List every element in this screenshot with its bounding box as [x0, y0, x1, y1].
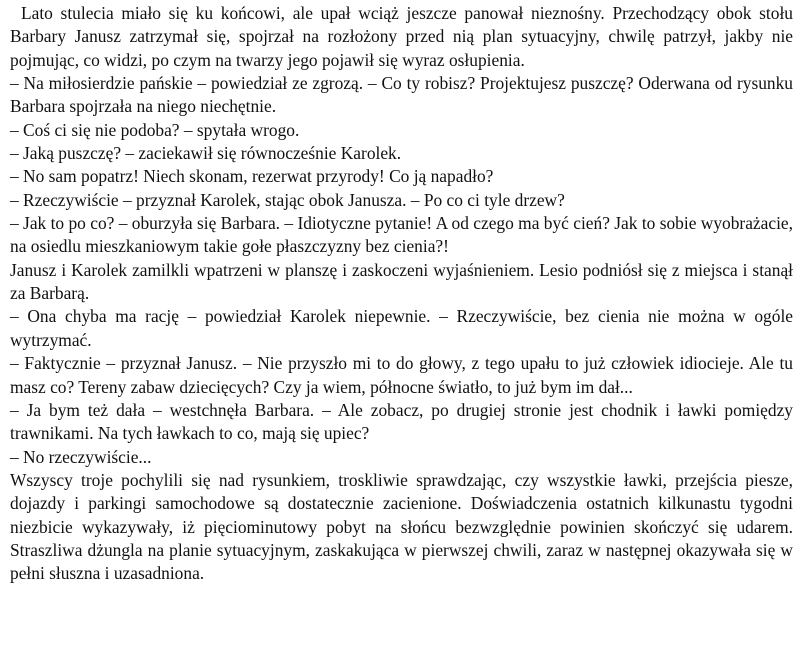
paragraph-dialogue: – Ja bym też dała – westchnęła Barbara. – Ale zobacz, po drugiej stronie jest chodnik i ławki pomiędzy trawnikami. Na tych ławkach to co, mają się upiec?	[10, 399, 793, 444]
paragraph-dialogue: – Ona chyba ma rację – powiedział Karolek niepewnie. – Rzeczywiście, bez cienia nie można w ogóle wytrzymać.	[10, 306, 793, 350]
paragraph-dialogue: – Faktycznie – przyznał Janusz. – Nie przyszło mi to do głowy, z tego upału to już człowiek idiocieje. Ale tu masz co? Tereny zabaw dziecięcych? Czy ja wiem, północne światło, to już bym im dał...	[10, 353, 793, 397]
paragraph-dialogue: – No sam popatrz! Niech skonam, rezerwat przyrody! Co ją napadło?	[10, 166, 494, 187]
paragraph-dialogue: – No rzeczywiście...	[10, 446, 152, 467]
paragraph-dialogue: – Jak to po co? – oburzyła się Barbara. – Idiotyczne pytanie! A od czego ma być cień? Jak to sobie wyobrażacie, na osiedlu mieszkaniowym takie gołe płaszczyzny bez cienia?!	[10, 213, 793, 257]
paragraph-dialogue: – Coś ci się nie podoba? – spytała wrogo.	[10, 119, 300, 140]
document-body	[10, 2, 793, 586]
paragraph-narration: Janusz i Karolek zamilkli wpatrzeni w planszę i zaskoczeni wyjaśnieniem. Lesio podniósł się z miejsca i stanął za Barbarą.	[10, 259, 793, 304]
paragraph-dialogue: – Na miłosierdzie pańskie – powiedział ze zgrozą. – Co ty robisz? Projektujesz puszczę? Oderwana od rysunku Barbara spojrzała na niego niechętnie.	[10, 73, 793, 117]
paragraph-dialogue: – Rzeczywiście – przyznał Karolek, stając obok Janusza. – Po co ci tyle drzew?	[10, 189, 565, 210]
paragraph-dialogue: – Jaką puszczę? – zaciekawił się równocześnie Karolek.	[10, 143, 402, 164]
paragraph-opening: Lato stulecia miało się ku końcowi, ale upał wciąż jeszcze panował nieznośny. Przechodzący obok stołu Barbary Janusz zatrzymał się, spojrzał na rozłożony przed nią plan sytuacyjny, chwilę patrzył, jakby nie pojmując, co widzi, po czym na twarzy jego pojawił się wyraz osłupienia.	[10, 3, 793, 70]
paragraph-narration: Wszyscy troje pochylili się nad rysunkiem, troskliwie sprawdzając, czy wszystkie ławki, przejścia piesze, dojazdy i parkingi samochodowe są dostatecznie zacienione. Doświadczenia ostatnich kilkunastu tygodni niezbicie wykazywały, iż pięciominutowy pobyt na słońcu bezwzględnie powinien skończyć się udarem. Straszliwa dżungla na planie sytuacyjnym, zaskakująca w pierwszej chwili, zaraz w następnej okazywała się w pełni słuszna i uzasadniona.	[10, 469, 793, 584]
